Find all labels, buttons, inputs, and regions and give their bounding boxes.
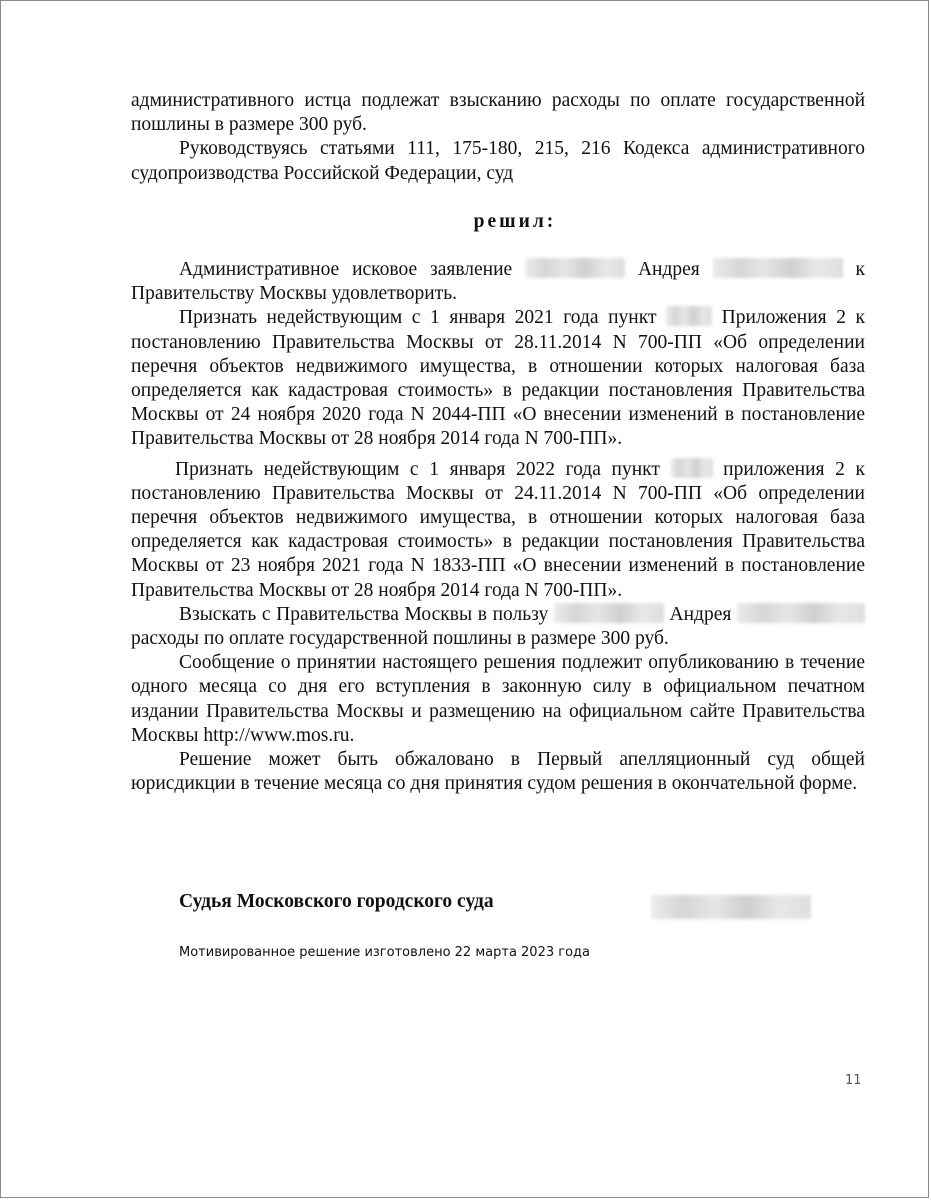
- redacted-item-number-1: [666, 306, 712, 326]
- recover-costs-start: Взыскать с Правительства Москвы в пользу: [179, 603, 549, 625]
- claim-text-start: Административное исковое заявление: [179, 259, 513, 281]
- redacted-judge-name: [651, 895, 811, 919]
- redacted-surname-1: [525, 258, 625, 278]
- judge-signature-title: Судья Московского городского суда: [179, 891, 494, 912]
- recover-costs-end: расходы по оплате государственной пошлины в размере 300 руб.: [131, 628, 669, 650]
- redacted-patronymic-1: [713, 258, 843, 278]
- recover-costs-name: Андрея: [669, 603, 732, 625]
- paragraph-appeal: Решение может быть обжаловано в Первый апелляционный суд общей юрисдикции в течение месяца со дня принятия судом решения в окончательной форме.: [131, 749, 865, 795]
- redacted-patronymic-2: [737, 603, 865, 623]
- invalidate-2022-rest: приложения 2 к постановлению Правительства Москвы от 24.11.2014 N 700-ПП «Об определении перечня объектов недвижимого имущества, в отношении которых налоговая база определяется как кадастровая стоимость» в редакции постановления Правительства Москвы от 23 ноября 2021 года N 1833-ПП «О внесении изменений в постановление Правительства Москвы от 28 ноября 2014 года N 700-ПП».: [131, 458, 865, 601]
- claim-name: Андрея: [637, 259, 700, 281]
- redacted-item-number-2: [671, 458, 713, 478]
- paragraph-recover-costs: [131, 603, 865, 651]
- paragraph-intro-1: административного истца подлежат взысканию расходы по оплате государственной пошлины в размере 300 руб.: [131, 90, 865, 136]
- document-body: [131, 89, 865, 796]
- invalidate-2021-start: Признать недействующим с 1 января 2021 года пункт: [179, 307, 657, 329]
- claim-text-end: к Правительству Москвы удовлетворить.: [131, 259, 865, 305]
- paragraph-invalidate-2022: [131, 458, 865, 603]
- paragraph-claim: [131, 258, 865, 306]
- decision-heading: решил:: [473, 210, 557, 232]
- redacted-surname-2: [554, 603, 664, 623]
- page-number: 11: [845, 1073, 862, 1088]
- paragraph-intro-2: Руководствуясь статьями 111, 175-180, 215, 216 Кодекса административного судопроизводства Российской Федерации, суд: [131, 138, 865, 184]
- reasoned-decision-note: Мотивированное решение изготовлено 22 марта 2023 года: [179, 945, 590, 960]
- paragraph-publication: Сообщение о принятии настоящего решения подлежит опубликованию в течение одного месяца со дня его вступления в законную силу в официальном печатном издании Правительства Москвы и размещению на официальном сайте Правительства Москвы http://www.mos.ru.: [131, 652, 865, 746]
- invalidate-2022-start: Признать недействующим с 1 января 2022 года пункт: [175, 458, 660, 480]
- paragraph-invalidate-2021: [131, 306, 865, 451]
- invalidate-2021-rest: Приложения 2 к постановлению Правительства Москвы от 28.11.2014 N 700-ПП «Об определении перечня объектов недвижимого имущества, в отношении которых налоговая база определяется как кадастровая стоимость» в редакции постановления Правительства Москвы от 24 ноября 2020 года N 2044-ПП «О внесении изменений в постановление Правительства Москвы от 28 ноября 2014 года N 700-ПП».: [131, 307, 866, 450]
